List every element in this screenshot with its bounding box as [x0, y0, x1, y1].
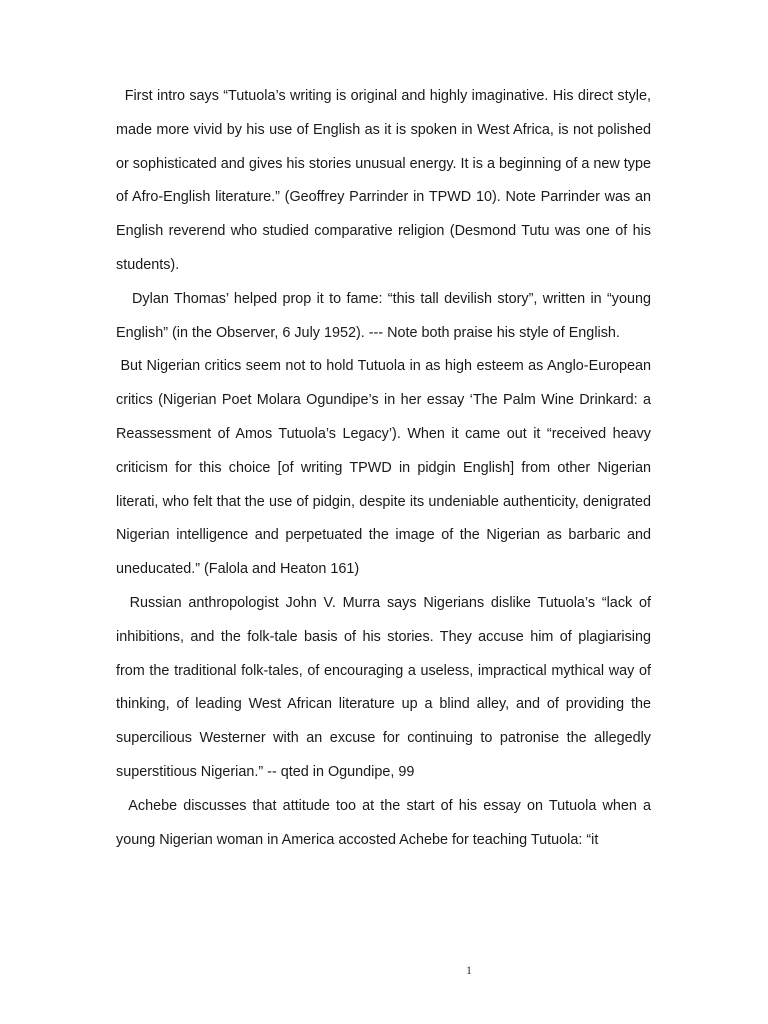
paragraph-nigerian-critics: But Nigerian critics seem not to hold Tutuola in as high esteem as Anglo-European critics (Nigerian Poet Molara Ogundipe’s in her essay ‘The Palm Wine Drinkard: a Reassessment of Amos Tutuola’s Legacy’). When it came out it “received heavy criticism for this choice [of writing TPWD in pidgin English] from other Nigerian literati, who felt that the use of pidgin, despite its undeniable authenticity, denigrated Nigerian intelligence and perpetuated the image of the Nigerian as barbaric and uneducated.” (Falola and Heaton 161) [116, 358, 656, 578]
page-number-label: 1 [466, 963, 472, 977]
paragraph-murra: Russian anthropologist John V. Murra says Nigerians dislike Tutuola’s “lack of inhibitions, and the folk-tale basis of his stories. They accuse him of plagiarising from the traditional folk-tales, of encouraging a useless, impractical mythical way of thinking, of leading West African literature up a blind alley, and of providing the supercilious Westerner with an excuse for continuing to patronise the allegedly superstitious Nigerian.” -- qted in Ogundipe, 99 [116, 594, 655, 780]
paragraph-achebe: Achebe discusses that attitude too at the start of his essay on Tutuola when a young Nigerian woman in America accosted Achebe for teaching Tutuola: “it [116, 797, 656, 848]
paragraph-parrinder: First intro says “Tutuola’s writing is original and highly imaginative. His direct style, made more vivid by his use of English as it is spoken in West Africa, is not polished or sophisticated and gives his stories unusual energy. It is a beginning of a new type of Afro-English literature.” (Geoffrey Parrinder in TPWD 10). Note Parrinder was an English reverend who studied comparative religion (Desmond Tutu was one of his students). [116, 88, 656, 273]
page-number [0, 963, 768, 978]
document-body [116, 80, 656, 857]
paragraph-dylan-thomas: Dylan Thomas’ helped prop it to fame: “this tall devilish story”, written in “young English” (in the Observer, 6 July 1952). --- Note both praise his style of English. [116, 290, 655, 341]
